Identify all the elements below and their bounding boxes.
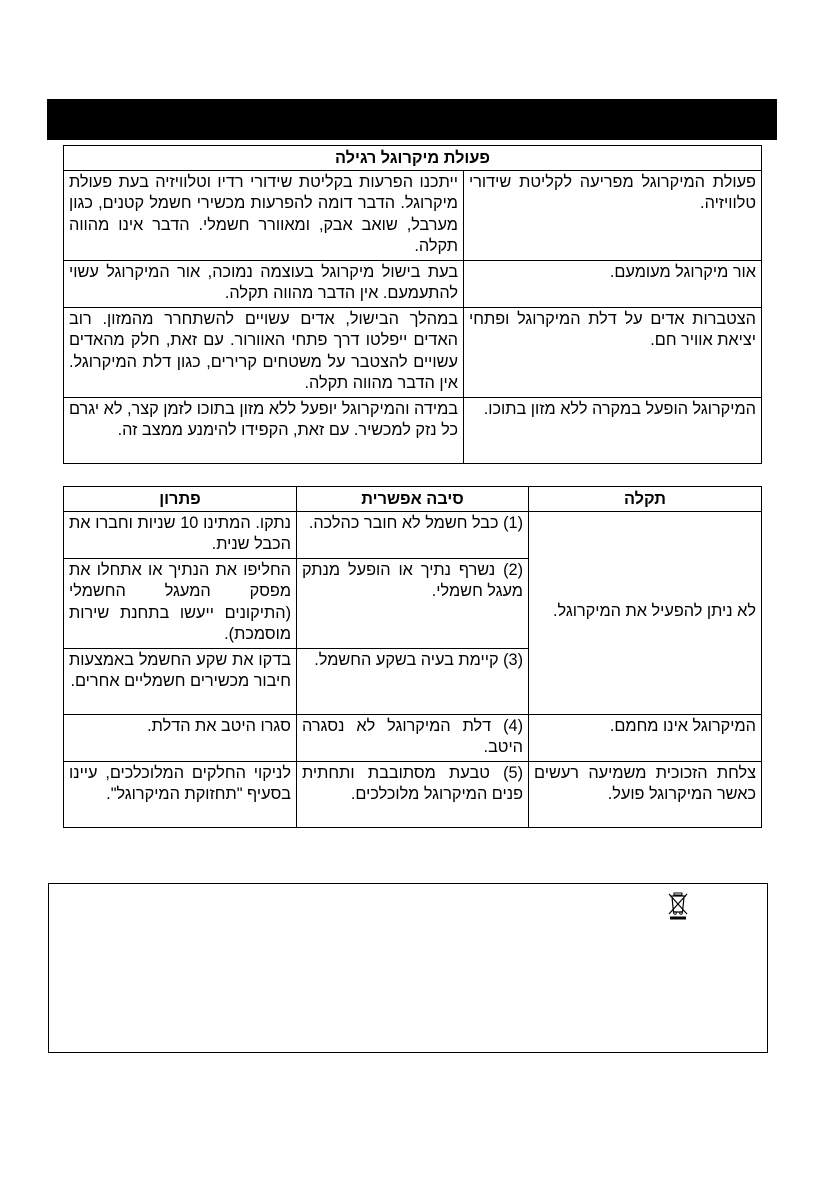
problem-cell: צלחת הזכוכית משמיעה רעשים כאשר המיקרוגל פועל.	[529, 761, 762, 827]
table-row	[64, 761, 762, 827]
solution-cell: לניקוי החלקים המלוכלכים, עיינו בסעיף "תחזוקת המיקרוגל".	[64, 761, 297, 827]
explanation-cell: בעת בישול מיקרוגל בעוצמה נמוכה, אור המיקרוגל עשוי להתעמעם. אין הדבר מהווה תקלה.	[64, 260, 464, 307]
header-solution: פתרון	[64, 487, 297, 512]
cause-cell: (2) נשרף נתיך או הופעל מנתק מעגל חשמלי.	[297, 558, 529, 648]
symptom-cell: אור מיקרוגל מעומעם.	[464, 260, 762, 307]
cause-cell: (1) כבל חשמל לא חובר כהלכה.	[297, 511, 529, 558]
symptom-cell: המיקרוגל הופעל במקרה ללא מזון בתוכו.	[464, 397, 762, 463]
normal-operation-title: פעולת מיקרוגל רגילה	[64, 146, 762, 171]
problem-cell: המיקרוגל אינו מחמם.	[529, 714, 762, 761]
table-row	[64, 170, 762, 260]
solution-cell: סגרו היטב את הדלת.	[64, 714, 297, 761]
symptom-cell: הצטברות אדים על דלת המיקרוגל ופתחי יציאת אוויר חם.	[464, 307, 762, 397]
table-row	[64, 714, 762, 761]
table-row	[64, 397, 762, 463]
solution-cell: החליפו את הנתיך או אתחלו את מפסק המעגל החשמלי (התיקונים ייעשו בתחנת שירות מוסמכת).	[64, 558, 297, 648]
table-row	[64, 307, 762, 397]
section-header-bar	[47, 99, 777, 140]
crossed-out-bin-icon	[667, 892, 689, 920]
cause-cell: (3) קיימת בעיה בשקע החשמל.	[297, 648, 529, 714]
explanation-cell: במהלך הבישול, אדים עשויים להשתחרר מהמזון. רוב האדים ייפלטו דרך פתחי האוורור. עם זאת, חלק מהאדים עשויים להצטבר על משטחים קרירים, כגון דלת המיקרוגל. אין הדבר מהווה תקלה.	[64, 307, 464, 397]
explanation-cell: ייתכנו הפרעות בקליטת שידורי רדיו וטלוויזיה בעת פעולת מיקרוגל. הדבר דומה להפרעות מכשירי חשמל קטנים, כגון מערבל, שואב אבק, ומאוורר חשמלי. הדבר אינו מהווה תקלה.	[64, 170, 464, 260]
explanation-cell: במידה והמיקרוגל יופעל ללא מזון בתוכו לזמן קצר, לא יגרם כל נזק למכשיר. עם זאת, הקפידו להימנע ממצב זה.	[64, 397, 464, 463]
header-cause: סיבה אפשרית	[297, 487, 529, 512]
symptom-cell: פעולת המיקרוגל מפריעה לקליטת שידורי טלוויזיה.	[464, 170, 762, 260]
solution-cell: בדקו את שקע החשמל באמצעות חיבור מכשירים חשמליים אחרים.	[64, 648, 297, 714]
normal-operation-table	[63, 145, 762, 464]
cause-cell: (5) טבעת מסתובבת ותחתית פנים המיקרוגל מלוכלכים.	[297, 761, 529, 827]
disposal-notice-box	[48, 883, 768, 1053]
table-row	[64, 511, 762, 558]
problem-cell: לא ניתן להפעיל את המיקרוגל.	[529, 511, 762, 714]
header-problem: תקלה	[529, 487, 762, 512]
troubleshooting-table	[63, 486, 762, 828]
table-row	[64, 260, 762, 307]
cause-cell: (4) דלת המיקרוגל לא נסגרה היטב.	[297, 714, 529, 761]
solution-cell: נתקו. המתינו 10 שניות וחברו את הכבל שנית.	[64, 511, 297, 558]
